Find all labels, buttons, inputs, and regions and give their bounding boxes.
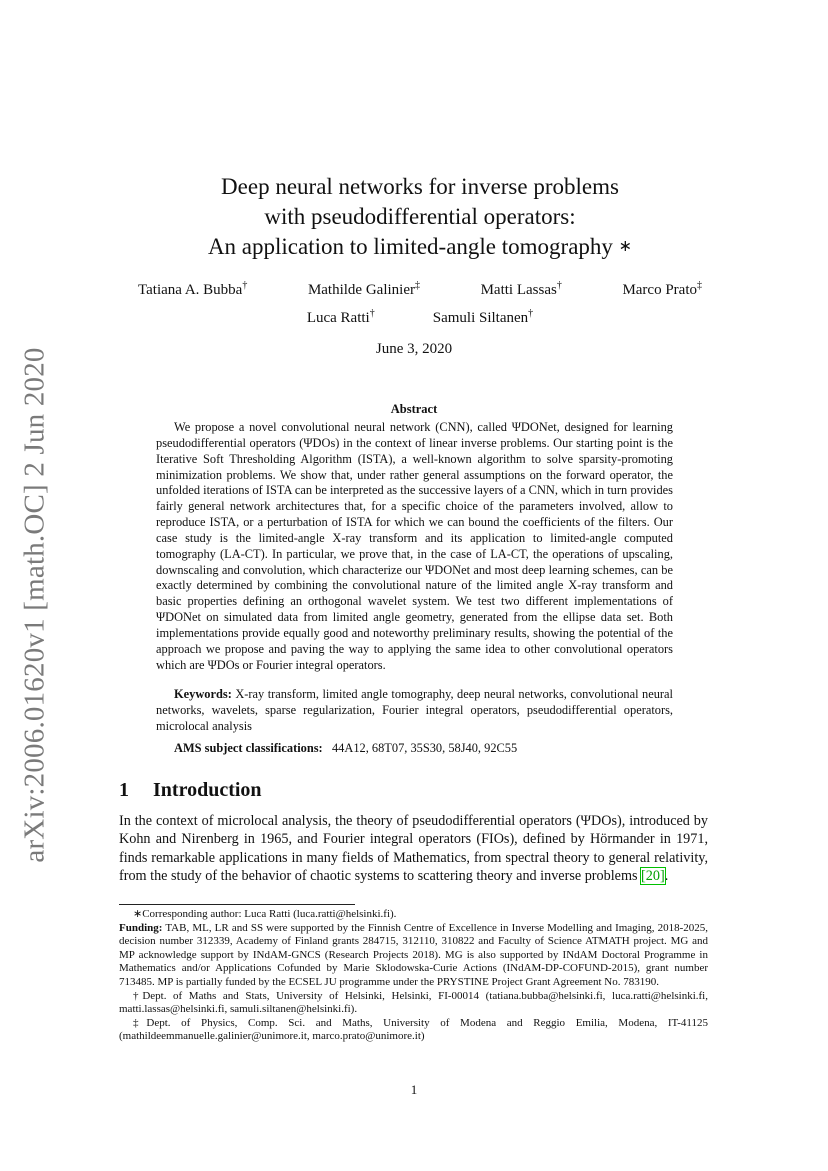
title-line-3 [130,232,710,262]
affiliation-mark: † [369,308,375,319]
title-line-1: Deep neural networks for inverse problems [221,174,619,199]
page-number: 1 [410,1082,418,1097]
footnote-rule [119,904,355,905]
abstract-text: We propose a novel convolutional neural network (CNN), called ΨDONet, designed for learning pseudodifferential operators (ΨDOs) in the context of linear inverse problems. Our starting point is the Iterative Soft Thresholding Algorithm (ISTA), a well-known algorithm to solve sparsity-promoting minimization problems. We show that, under rather general assumptions on the forward operator, the unfolded iterations of ISTA can be interpreted as the successive layers of a CNN, which in turn provides fairly general network architectures that, for a specific choice of the parameters involved, allow to reproduce ISTA, or a perturbation of ISTA for which we can bound the coefficients of the filters. Our case study is the limited-angle X-ray transform and its application to limited-angle computed tomography (LA-CT). In particular, we prove that, in the case of LA-CT, the operations of upscaling, downscaling and convolution, which characterize our ΨDONet and most deep learning schemes, can be exactly determined by combining the convolutional nature of the limited angle X-ray transform and basic properties defining an orthogonal wavelet system. We test two different implementations of ΨDONet on simulated data from limited angle geometry, generated from the ellipse data set. Both implementations provide equally good and noteworthy preliminary results, showing the potential of the approach we propose and paving the way to applying the same idea to other convolutional operators which are ΨDOs or Fourier integral operators. [156,420,673,672]
affiliation-mark: ‡ [415,280,420,291]
affiliation-mark: ‡ [697,280,702,291]
author-name: Luca Ratti [306,310,370,326]
affiliation-mark: † [556,280,562,291]
citation-link[interactable]: [20] [641,868,665,885]
title-line-2: with pseudodifferential operators: [264,204,576,229]
authors-row-2 [110,308,730,327]
author-name: Matti Lassas [480,282,557,298]
author [308,280,420,299]
funding-label: Funding: [119,921,163,934]
footnotes [119,908,708,1044]
author-name: Mathilde Galinier [307,282,415,298]
keywords [156,687,673,735]
ams-label: AMS subject classifications: [174,741,323,755]
ams-classification [174,741,674,756]
author-name: Samuli Siltanen [432,310,529,326]
funding-text: TAB, ML, LR and SS were supported by the Finnish Centre of Excellence in Inverse Modelling and Imaging, 2018-2025, decision number 312339, Academy of Finland grants 284715, 312110, 310822 and Faculty of Science ATMATH project. MG and MP acknowledge support by INdAM-GNCS (Research Projects 2018). MG is also supported by INdAM Doctoral Programme in Mathematics and/or Applications Cofunded by Marie Sklodowska-Curie Actions (INdAM-DP-COFUND-2015), grant number 713485. MP is partially funded by the ECSEL JU programme under the PRYSTINE Project Grant Agreement No. 783190. [119,921,708,988]
title-footnote-mark: ∗ [618,238,633,255]
footnote-corresponding: ∗Corresponding author: Luca Ratti (luca.ratti@helsinki.fi). [133,908,397,920]
footnote-affiliation-ddagger: ‡Dept. of Physics, Comp. Sci. and Maths, University of Modena and Reggio Emilia, Modena, IT-41125 (mathildeemmanuelle.galinier@unimore.it, marco.prato@unimore.it) [119,1016,708,1043]
title-line-3-text: An application to limited-angle tomography [207,234,613,259]
footnote-affiliation-dagger: †Dept. of Maths and Stats, University of Helsinki, Helsinki, FI-00014 (tatiana.bubba@helsinki.fi, luca.ratti@helsinki.fi, matti.lassas@helsinki.fi, samuli.siltanen@helsinki.fi). [119,989,708,1016]
author [433,308,533,327]
intro-paragraph [119,812,708,886]
author [481,280,562,299]
section-number: 1 [119,779,129,801]
affiliation-mark: † [242,280,248,291]
author [622,280,702,299]
section-title: Introduction [153,779,262,801]
author [138,280,247,299]
intro-end: . [664,868,669,885]
publication-date: June 3, 2020 [375,341,453,357]
arxiv-stamp [15,347,55,863]
author [307,308,375,327]
section-heading [119,779,262,802]
footnote-funding [119,922,708,990]
abstract-heading: Abstract [390,402,438,416]
keywords-label: Keywords: [174,687,232,701]
intro-text: In the context of microlocal analysis, the theory of pseudodifferential operators (ΨDOs), introduced by Kohn and Nirenberg in 1965, and Fourier integral operators (FIOs), defined by Hörmander in 1971, finds remarkable applications in many fields of Mathematics, from spectral theory to general relativity, from the study of the behavior of chaotic systems to scattering theory and inverse problems [119,813,708,885]
affiliation-mark: † [528,308,534,319]
arxiv-identifier: arXiv:2006.01620v1 [math.OC] 2 Jun 2020 [18,347,51,863]
author-name: Marco Prato [622,282,697,298]
ams-codes: 44A12, 68T07, 35S30, 58J40, 92C55 [331,741,518,755]
author-name: Tatiana A. Bubba [138,282,243,298]
paper-title [130,172,710,262]
authors-row-1 [110,280,730,299]
keywords-text: X-ray transform, limited angle tomography, deep neural networks, convolutional neural networks, wavelets, sparse regularization, Fourier integral operators, pseudodifferential operators, microlocal analysis [156,687,673,733]
